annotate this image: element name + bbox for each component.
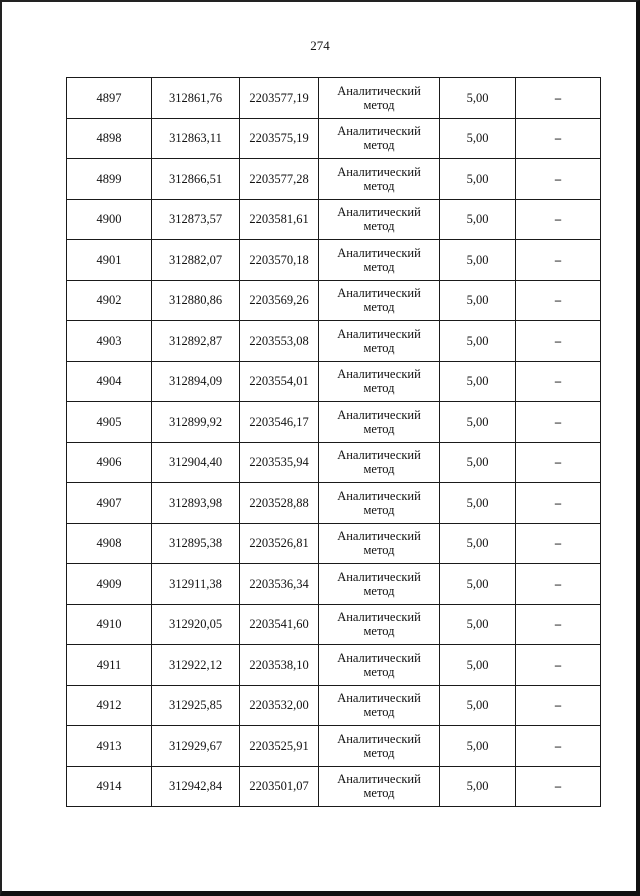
- point-number-cell: 4902: [67, 280, 152, 321]
- table-row: [67, 726, 601, 767]
- x-coordinate-cell: 312866,51: [152, 159, 240, 200]
- method-label-line2: метод: [363, 97, 395, 112]
- x-coordinate-cell: 312863,11: [152, 118, 240, 159]
- y-coordinate-cell: 2203528,88: [240, 483, 319, 524]
- error-value-cell: 5,00: [440, 159, 516, 200]
- note-cell: –: [516, 564, 601, 605]
- y-coordinate-cell: 2203501,07: [240, 766, 319, 807]
- method-cell: [319, 442, 440, 483]
- method-label-line1: Аналитический: [337, 529, 421, 544]
- point-number-cell: 4906: [67, 442, 152, 483]
- x-coordinate-cell: 312911,38: [152, 564, 240, 605]
- method-cell: [319, 321, 440, 362]
- table-row: [67, 78, 601, 119]
- point-number-cell: 4912: [67, 685, 152, 726]
- error-value-cell: 5,00: [440, 564, 516, 605]
- method-label-line1: Аналитический: [337, 367, 421, 382]
- coordinates-table-body: [67, 78, 601, 807]
- method-label-line1: Аналитический: [337, 448, 421, 463]
- point-number-cell: 4907: [67, 483, 152, 524]
- table-row: [67, 685, 601, 726]
- note-cell: –: [516, 523, 601, 564]
- method-label-line1: Аналитический: [337, 569, 421, 584]
- y-coordinate-cell: 2203532,00: [240, 685, 319, 726]
- note-cell: –: [516, 766, 601, 807]
- method-cell: [319, 766, 440, 807]
- point-number-cell: 4898: [67, 118, 152, 159]
- point-number-cell: 4913: [67, 726, 152, 767]
- error-value-cell: 5,00: [440, 523, 516, 564]
- table-row: [67, 523, 601, 564]
- note-cell: –: [516, 280, 601, 321]
- note-cell: –: [516, 726, 601, 767]
- table-row: [67, 645, 601, 686]
- note-cell: –: [516, 321, 601, 362]
- y-coordinate-cell: 2203553,08: [240, 321, 319, 362]
- method-label-line2: метод: [363, 340, 395, 355]
- method-cell: [319, 361, 440, 402]
- method-label-line2: метод: [363, 502, 395, 517]
- x-coordinate-cell: 312882,07: [152, 240, 240, 281]
- method-cell: [319, 280, 440, 321]
- y-coordinate-cell: 2203535,94: [240, 442, 319, 483]
- x-coordinate-cell: 312942,84: [152, 766, 240, 807]
- table-row: [67, 766, 601, 807]
- point-number-cell: 4909: [67, 564, 152, 605]
- table-row: [67, 442, 601, 483]
- point-number-cell: 4908: [67, 523, 152, 564]
- method-cell: [319, 483, 440, 524]
- x-coordinate-cell: 312904,40: [152, 442, 240, 483]
- note-cell: –: [516, 442, 601, 483]
- method-cell: [319, 726, 440, 767]
- y-coordinate-cell: 2203536,34: [240, 564, 319, 605]
- method-label-line2: метод: [363, 786, 395, 801]
- table-row: [67, 118, 601, 159]
- method-label-line2: метод: [363, 462, 395, 477]
- method-label-line2: метод: [363, 381, 395, 396]
- method-label-line1: Аналитический: [337, 164, 421, 179]
- method-label-line2: метод: [363, 259, 395, 274]
- method-cell: [319, 199, 440, 240]
- method-label-line1: Аналитический: [337, 326, 421, 341]
- method-label-line2: метод: [363, 705, 395, 720]
- note-cell: –: [516, 118, 601, 159]
- table-row: [67, 564, 601, 605]
- error-value-cell: 5,00: [440, 199, 516, 240]
- y-coordinate-cell: 2203577,19: [240, 78, 319, 119]
- table-row: [67, 402, 601, 443]
- method-cell: [319, 564, 440, 605]
- error-value-cell: 5,00: [440, 483, 516, 524]
- point-number-cell: 4903: [67, 321, 152, 362]
- y-coordinate-cell: 2203538,10: [240, 645, 319, 686]
- y-coordinate-cell: 2203541,60: [240, 604, 319, 645]
- x-coordinate-cell: 312922,12: [152, 645, 240, 686]
- x-coordinate-cell: 312873,57: [152, 199, 240, 240]
- x-coordinate-cell: 312880,86: [152, 280, 240, 321]
- method-cell: [319, 118, 440, 159]
- x-coordinate-cell: 312894,09: [152, 361, 240, 402]
- error-value-cell: 5,00: [440, 685, 516, 726]
- method-label-line2: метод: [363, 219, 395, 234]
- page-number: 274: [310, 38, 330, 53]
- method-label-line2: метод: [363, 421, 395, 436]
- x-coordinate-cell: 312929,67: [152, 726, 240, 767]
- y-coordinate-cell: 2203554,01: [240, 361, 319, 402]
- method-label-line1: Аналитический: [337, 488, 421, 503]
- y-coordinate-cell: 2203570,18: [240, 240, 319, 281]
- method-label-line2: метод: [363, 178, 395, 193]
- method-cell: [319, 645, 440, 686]
- point-number-cell: 4900: [67, 199, 152, 240]
- table-row: [67, 321, 601, 362]
- note-cell: –: [516, 483, 601, 524]
- point-number-cell: 4910: [67, 604, 152, 645]
- error-value-cell: 5,00: [440, 321, 516, 362]
- point-number-cell: 4911: [67, 645, 152, 686]
- error-value-cell: 5,00: [440, 78, 516, 119]
- method-cell: [319, 685, 440, 726]
- note-cell: –: [516, 199, 601, 240]
- note-cell: –: [516, 240, 601, 281]
- x-coordinate-cell: 312920,05: [152, 604, 240, 645]
- method-label-line1: Аналитический: [337, 610, 421, 625]
- error-value-cell: 5,00: [440, 604, 516, 645]
- note-cell: –: [516, 361, 601, 402]
- method-cell: [319, 78, 440, 119]
- error-value-cell: 5,00: [440, 766, 516, 807]
- table-row: [67, 199, 601, 240]
- method-cell: [319, 240, 440, 281]
- error-value-cell: 5,00: [440, 361, 516, 402]
- x-coordinate-cell: 312899,92: [152, 402, 240, 443]
- method-label-line1: Аналитический: [337, 772, 421, 787]
- note-cell: –: [516, 685, 601, 726]
- note-cell: –: [516, 159, 601, 200]
- y-coordinate-cell: 2203569,26: [240, 280, 319, 321]
- method-label-line1: Аналитический: [337, 286, 421, 301]
- method-label-line1: Аналитический: [337, 83, 421, 98]
- x-coordinate-cell: 312893,98: [152, 483, 240, 524]
- method-label-line1: Аналитический: [337, 245, 421, 260]
- table-row: [67, 240, 601, 281]
- point-number-cell: 4914: [67, 766, 152, 807]
- y-coordinate-cell: 2203546,17: [240, 402, 319, 443]
- point-number-cell: 4897: [67, 78, 152, 119]
- error-value-cell: 5,00: [440, 280, 516, 321]
- error-value-cell: 5,00: [440, 240, 516, 281]
- point-number-cell: 4901: [67, 240, 152, 281]
- method-label-line1: Аналитический: [337, 731, 421, 746]
- method-label-line2: метод: [363, 583, 395, 598]
- method-cell: [319, 604, 440, 645]
- note-cell: –: [516, 604, 601, 645]
- coordinates-table: [66, 77, 601, 807]
- method-cell: [319, 402, 440, 443]
- table-row: [67, 604, 601, 645]
- method-label-line2: метод: [363, 138, 395, 153]
- note-cell: –: [516, 78, 601, 119]
- note-cell: –: [516, 402, 601, 443]
- point-number-cell: 4899: [67, 159, 152, 200]
- x-coordinate-cell: 312895,38: [152, 523, 240, 564]
- method-label-line1: Аналитический: [337, 650, 421, 665]
- x-coordinate-cell: 312925,85: [152, 685, 240, 726]
- y-coordinate-cell: 2203575,19: [240, 118, 319, 159]
- method-label-line1: Аналитический: [337, 205, 421, 220]
- error-value-cell: 5,00: [440, 118, 516, 159]
- y-coordinate-cell: 2203577,28: [240, 159, 319, 200]
- method-label-line2: метод: [363, 624, 395, 639]
- point-number-cell: 4904: [67, 361, 152, 402]
- error-value-cell: 5,00: [440, 402, 516, 443]
- x-coordinate-cell: 312892,87: [152, 321, 240, 362]
- table-row: [67, 483, 601, 524]
- method-label-line2: метод: [363, 664, 395, 679]
- x-coordinate-cell: 312861,76: [152, 78, 240, 119]
- method-label-line2: метод: [363, 300, 395, 315]
- error-value-cell: 5,00: [440, 442, 516, 483]
- method-label-line1: Аналитический: [337, 124, 421, 139]
- point-number-cell: 4905: [67, 402, 152, 443]
- method-label-line2: метод: [363, 745, 395, 760]
- table-row: [67, 159, 601, 200]
- method-label-line1: Аналитический: [337, 407, 421, 422]
- error-value-cell: 5,00: [440, 645, 516, 686]
- table-row: [67, 280, 601, 321]
- note-cell: –: [516, 645, 601, 686]
- table-row: [67, 361, 601, 402]
- y-coordinate-cell: 2203581,61: [240, 199, 319, 240]
- method-label-line1: Аналитический: [337, 691, 421, 706]
- method-label-line2: метод: [363, 543, 395, 558]
- y-coordinate-cell: 2203526,81: [240, 523, 319, 564]
- method-cell: [319, 523, 440, 564]
- error-value-cell: 5,00: [440, 726, 516, 767]
- method-cell: [319, 159, 440, 200]
- y-coordinate-cell: 2203525,91: [240, 726, 319, 767]
